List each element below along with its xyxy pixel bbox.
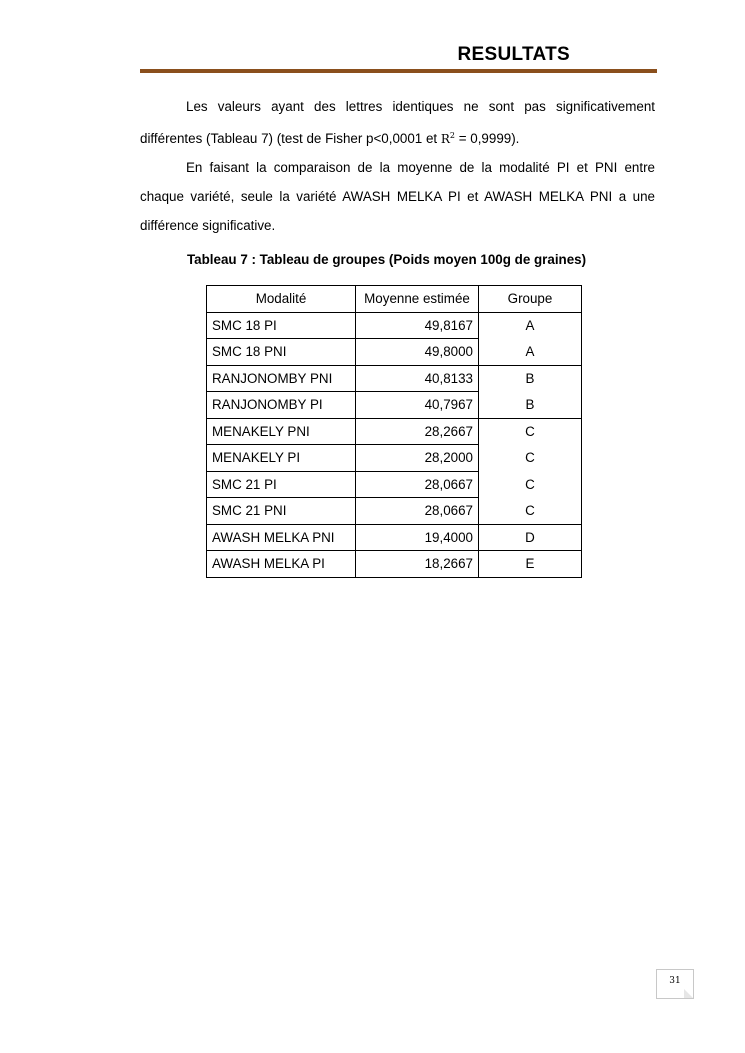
table-row bbox=[207, 339, 582, 366]
cell-groupe: C bbox=[479, 471, 582, 498]
cell-modalite: AWASH MELKA PNI bbox=[207, 524, 356, 551]
cell-groupe: C bbox=[479, 445, 582, 472]
r-symbol: R bbox=[440, 132, 450, 146]
header-rule bbox=[140, 69, 657, 73]
table-body bbox=[207, 312, 582, 577]
table-row bbox=[207, 524, 582, 551]
table-row bbox=[207, 445, 582, 472]
cell-groupe: B bbox=[479, 392, 582, 419]
cell-moyenne: 19,4000 bbox=[356, 524, 479, 551]
cell-modalite: RANJONOMBY PI bbox=[207, 392, 356, 419]
r-exponent: 2 bbox=[449, 131, 455, 140]
cell-moyenne: 49,8000 bbox=[356, 339, 479, 366]
cell-groupe: B bbox=[479, 365, 582, 392]
cell-modalite: AWASH MELKA PI bbox=[207, 551, 356, 578]
cell-groupe: C bbox=[479, 418, 582, 445]
cell-groupe: A bbox=[479, 339, 582, 366]
cell-modalite: SMC 18 PI bbox=[207, 312, 356, 339]
header-modalite: Modalité bbox=[207, 286, 356, 313]
cell-groupe: E bbox=[479, 551, 582, 578]
paragraph-2-text: En faisant la comparaison de la moyenne de la modalité PI et PNI entre chaque variété, seule la variété AWASH MELKA PI et AWASH MELKA PNI a une différence significative. bbox=[140, 160, 655, 233]
cell-groupe: C bbox=[479, 498, 582, 525]
cell-moyenne: 40,8133 bbox=[356, 365, 479, 392]
cell-groupe: D bbox=[479, 524, 582, 551]
page-title: RESULTATS bbox=[457, 44, 570, 65]
page-number: 31 bbox=[669, 976, 681, 986]
paragraph-1-text-after: = 0,9999). bbox=[455, 131, 520, 146]
cell-moyenne: 40,7967 bbox=[356, 392, 479, 419]
cell-modalite: SMC 18 PNI bbox=[207, 339, 356, 366]
cell-groupe: A bbox=[479, 312, 582, 339]
page-curl-icon bbox=[684, 989, 693, 998]
cell-moyenne: 49,8167 bbox=[356, 312, 479, 339]
table-row bbox=[207, 392, 582, 419]
paragraph-2 bbox=[140, 153, 655, 240]
table-row bbox=[207, 498, 582, 525]
paragraph-1-text-before: Les valeurs ayant des lettres identiques ne sont pas significativement différentes (Tableau 7) (test de Fisher p<0,0001 et bbox=[140, 99, 655, 146]
table-row bbox=[207, 551, 582, 578]
cell-moyenne: 28,0667 bbox=[356, 471, 479, 498]
cell-moyenne: 18,2667 bbox=[356, 551, 479, 578]
header-moyenne: Moyenne estimée bbox=[356, 286, 479, 313]
table-row bbox=[207, 471, 582, 498]
table-caption: Tableau 7 : Tableau de groupes (Poids moyen 100g de graines) bbox=[187, 252, 587, 267]
table-row bbox=[207, 312, 582, 339]
cell-moyenne: 28,0667 bbox=[356, 498, 479, 525]
paragraph-1 bbox=[140, 92, 655, 154]
cell-modalite: MENAKELY PI bbox=[207, 445, 356, 472]
cell-moyenne: 28,2000 bbox=[356, 445, 479, 472]
cell-modalite: SMC 21 PI bbox=[207, 471, 356, 498]
table-row bbox=[207, 418, 582, 445]
page-number-box bbox=[656, 969, 694, 999]
cell-modalite: MENAKELY PNI bbox=[207, 418, 356, 445]
table-row bbox=[207, 365, 582, 392]
cell-modalite: RANJONOMBY PNI bbox=[207, 365, 356, 392]
cell-modalite: SMC 21 PNI bbox=[207, 498, 356, 525]
cell-moyenne: 28,2667 bbox=[356, 418, 479, 445]
header-groupe: Groupe bbox=[479, 286, 582, 313]
table-header-row bbox=[207, 286, 582, 313]
r-squared bbox=[441, 132, 455, 146]
groups-table bbox=[206, 285, 582, 578]
